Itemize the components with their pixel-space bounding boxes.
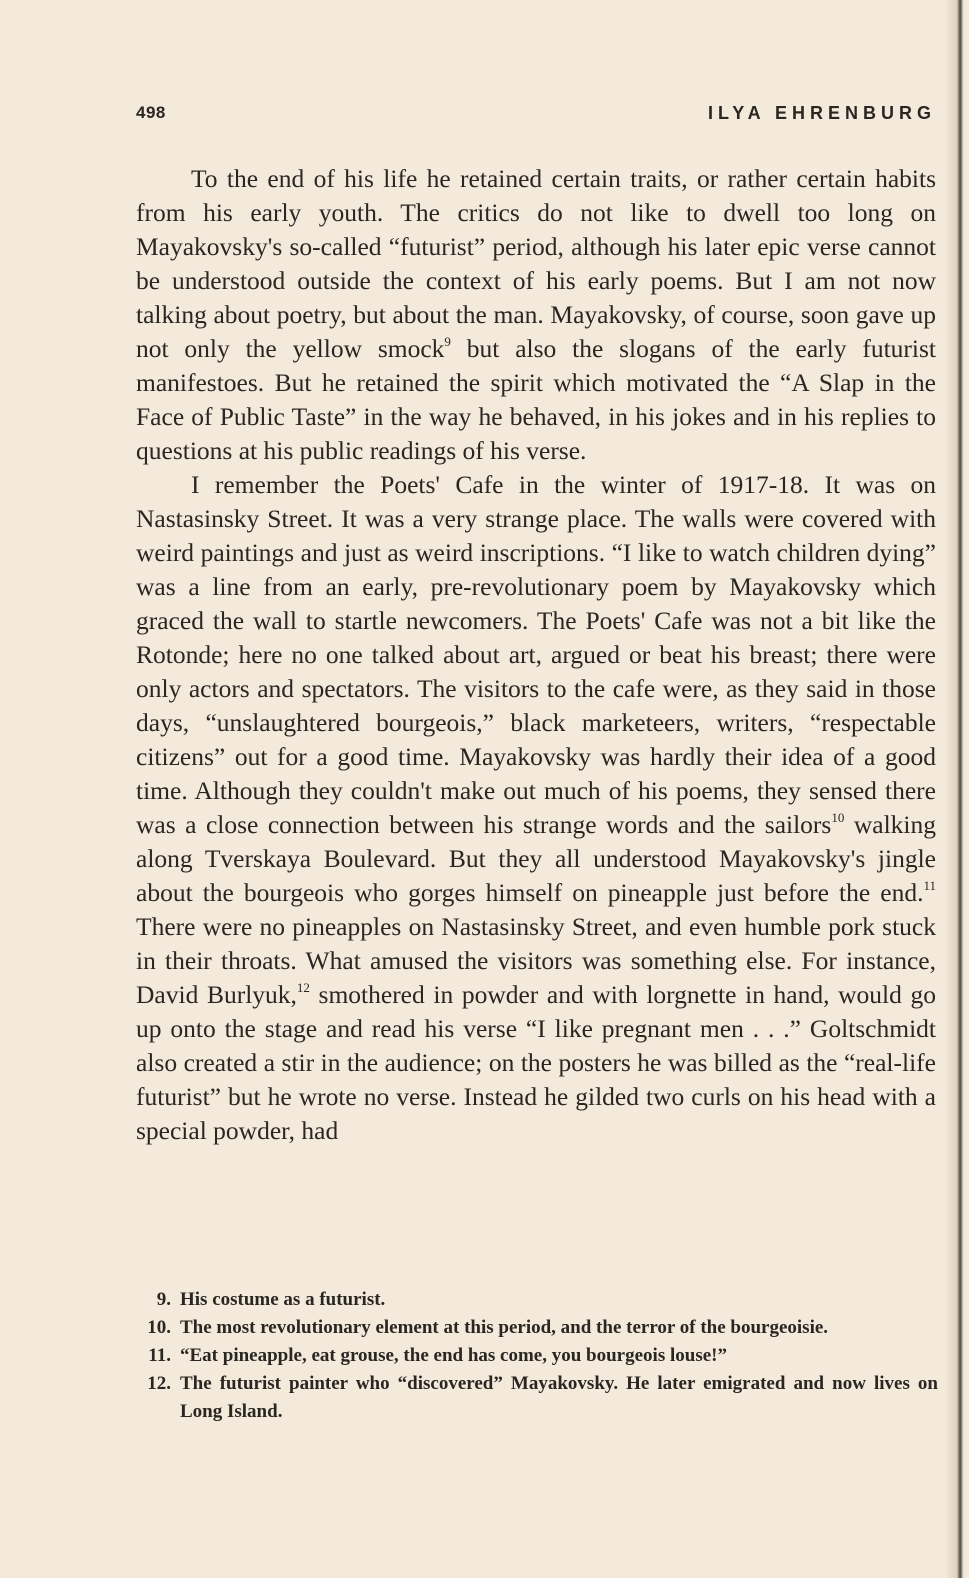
footnote-text: His costume as a futurist.	[180, 1289, 386, 1310]
footnote-number: 10.	[147, 1317, 171, 1338]
footnote-marker: 11	[923, 878, 936, 893]
footnote-text: The most revolutionary element at this period, and the terror of the bourgeoisie.	[180, 1317, 829, 1338]
paragraph	[136, 468, 936, 1148]
paragraph-text: smothered in powder and with lorgnette in hand, would go up onto the stage and read his verse “I like pregnant men . . .” Goltschmidt also created a stir in the audience; on the posters he was billed as the “real-life futurist” but he wrote no verse. Instead he gilded two curls on his head with a special powder, had	[136, 980, 936, 1145]
footnote-text: The futurist painter who “discovered” Mayakovsky. He later emigrated and now lives on Long Island.	[180, 1373, 938, 1422]
footnotes	[136, 1286, 938, 1426]
paragraph-text: but also the slogans of the early futurist manifestoes. But he retained the spirit which motivated the “A Slap in the Face of Public Taste” in the way he behaved, in his jokes and in his replies to questions at his public readings of his verse.	[136, 334, 936, 465]
body-text	[136, 162, 936, 1148]
footnote	[136, 1370, 938, 1426]
page-header	[136, 103, 936, 133]
footnote-marker: 12	[296, 980, 310, 995]
footnote-marker: 9	[444, 334, 451, 349]
running-head: ILYA EHRENBURG	[707, 103, 936, 123]
paragraph-text: I remember the Poets' Cafe in the winter of 1917-18. It was on Nastasinsky Street. It was a very strange place. The walls were covered with weird paintings and just as weird inscriptions. “I like to watch children dying” was a line from an early, pre-revolutionary poem by Mayakovsky which graced the wall to startle newcomers. The Poets' Cafe was not a bit like the Rotonde; here no one talked about art, argued or beat his breast; there were only actors and spectators. The visitors to the cafe were, as they said in those days, “unslaughtered bourgeois,” black marketeers, writers, “respectable citizens” out for a good time. Mayakovsky was hardly their idea of a good time. Although they couldn't make out much of his poems, they sensed there was a close connection between his strange words and the sailors	[136, 470, 936, 839]
footnote-number: 9.	[156, 1289, 171, 1310]
footnote-text: “Eat pineapple, eat grouse, the end has come, you bourgeois louse!”	[180, 1345, 727, 1366]
paragraph-text: walking along Tverskaya Boulevard. But they all understood Mayakovsky's jingle about the bourgeois who gorges himself on pineapple just before the end.	[136, 810, 936, 907]
page-edge-shadow	[947, 0, 969, 1578]
footnote	[136, 1342, 938, 1370]
footnote-marker: 10	[831, 810, 845, 825]
paragraph	[136, 162, 936, 468]
footnote-number: 12.	[147, 1373, 171, 1394]
footnote	[136, 1286, 938, 1314]
page-number: 498	[136, 103, 166, 122]
footnote-number: 11.	[148, 1345, 171, 1366]
paragraph-text: To the end of his life he retained certain traits, or rather certain habits from his early youth. The critics do not like to dwell too long on Mayakovsky's so-called “futurist” period, although his later epic verse cannot be understood outside the context of his early poems. But I am not now talking about poetry, but about the man. Mayakovsky, of course, soon gave up not only the yellow smock	[136, 164, 936, 363]
footnote	[136, 1314, 938, 1342]
paragraph-text: There were no pineapples on Nastasinsky Street, and even humble pork stuck in their throats. What amused the visitors was something else. For instance, David Burlyuk,	[136, 912, 936, 1009]
